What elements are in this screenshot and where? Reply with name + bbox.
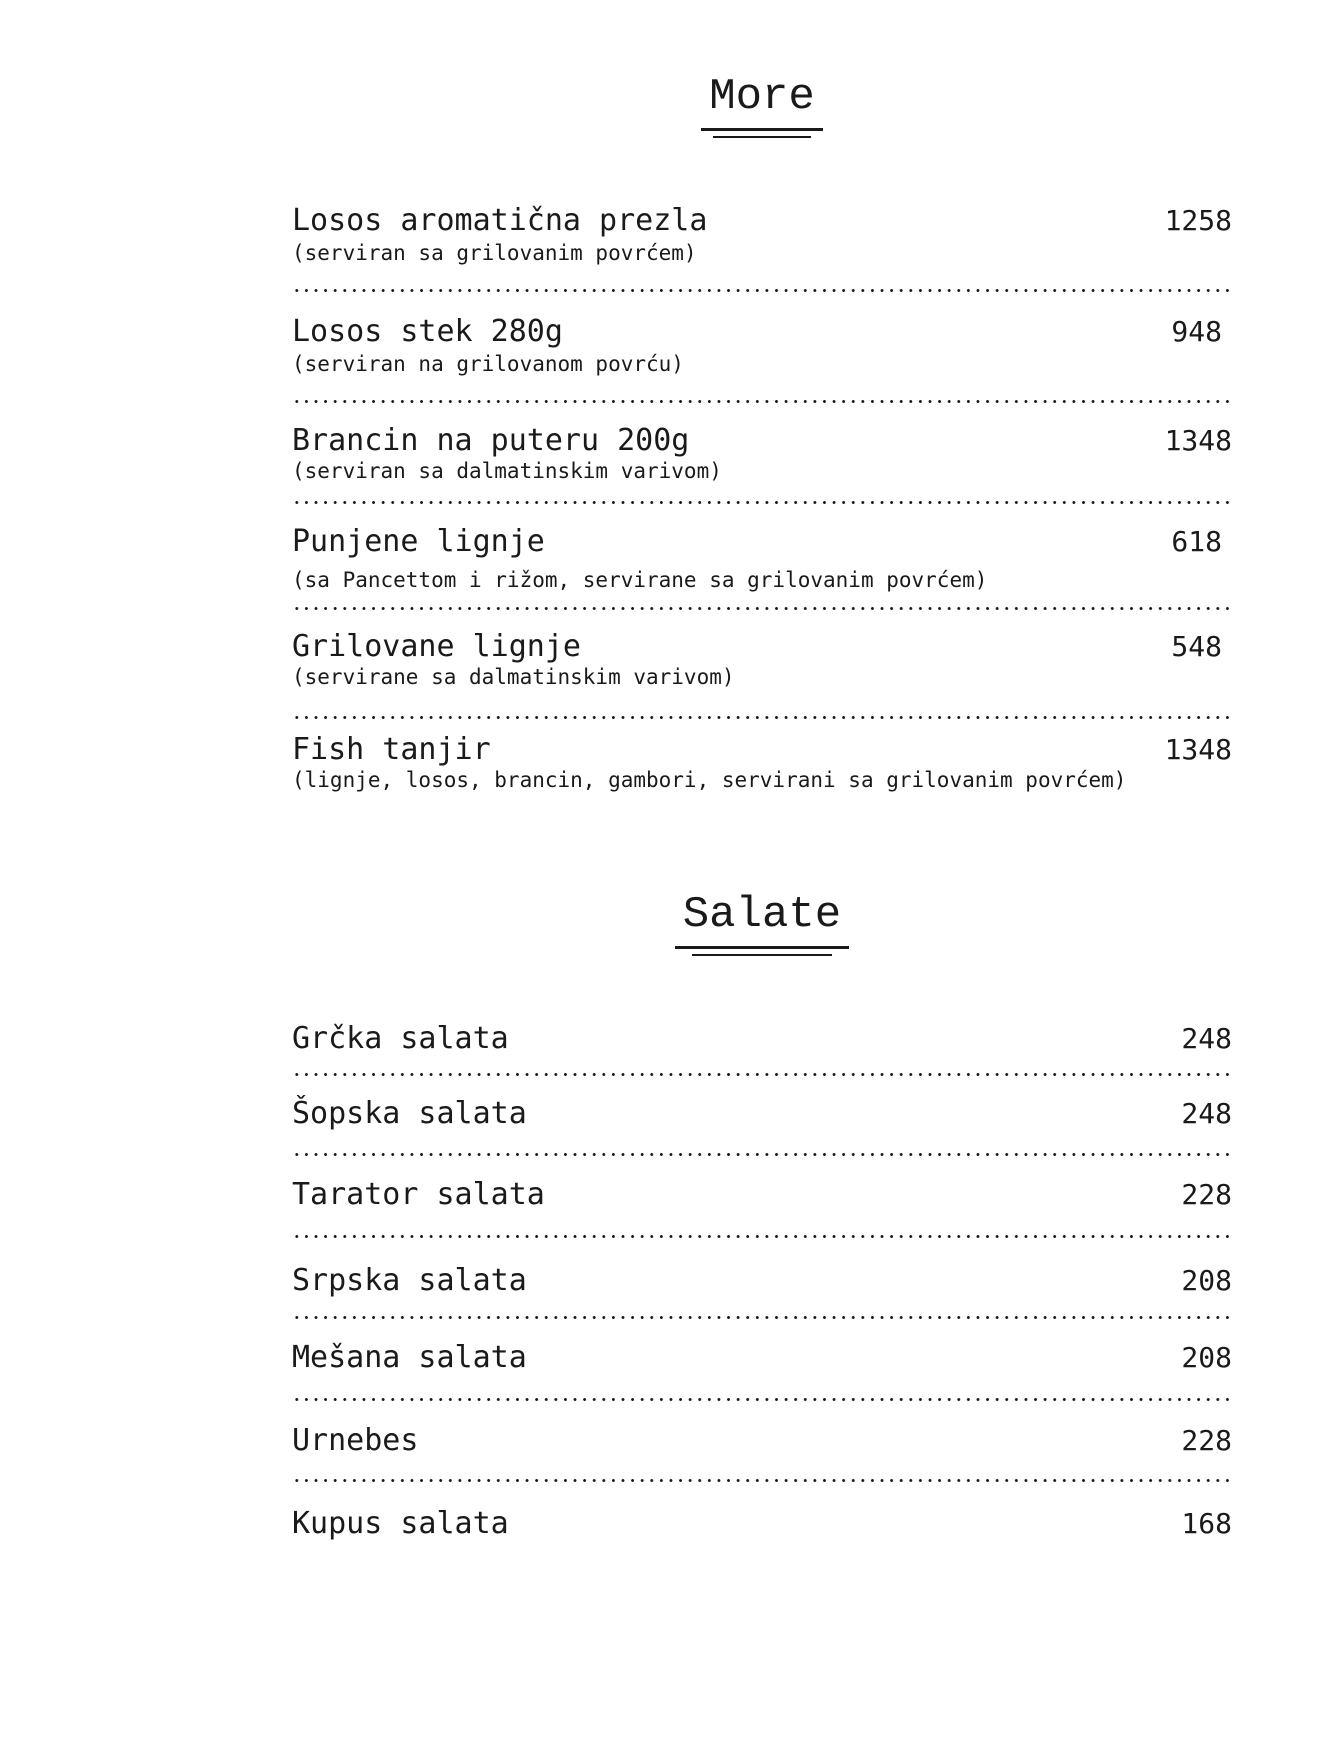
dotted-divider: [292, 1235, 1232, 1238]
item-name: Šopska salata: [292, 1096, 527, 1131]
dotted-divider: [292, 501, 1232, 504]
item-price: 618: [1171, 525, 1222, 558]
item-price: 248: [1181, 1022, 1232, 1055]
item-price: 1258: [1164, 204, 1232, 237]
item-price: 548: [1171, 630, 1222, 663]
item-name: Fish tanjir: [292, 732, 491, 767]
item-name: Losos aromatična prezla: [292, 203, 708, 238]
item-price: 1348: [1164, 733, 1232, 766]
item-price: 208: [1181, 1341, 1232, 1374]
item-name: Tarator salata: [292, 1177, 545, 1212]
dotted-divider: [292, 716, 1232, 719]
dotted-divider: [292, 1153, 1232, 1156]
dotted-divider: [292, 1479, 1232, 1482]
item-description: (serviran na grilovanom povrću): [292, 352, 684, 376]
item-description: (lignje, losos, brancin, gambori, servirani sa grilovanim povrćem): [292, 768, 1127, 792]
item-description: (servirane sa dalmatinskim varivom): [292, 665, 735, 689]
item-name: Losos stek 280g: [292, 314, 563, 349]
dotted-divider: [292, 400, 1232, 403]
item-name: Mešana salata: [292, 1340, 527, 1375]
item-price: 228: [1181, 1424, 1232, 1457]
dotted-divider: [292, 1316, 1232, 1319]
item-description: (serviran sa dalmatinskim varivom): [292, 459, 722, 483]
item-price: 168: [1181, 1507, 1232, 1540]
item-price: 228: [1181, 1178, 1232, 1211]
dotted-divider: [292, 1073, 1232, 1076]
dotted-divider: [292, 1398, 1232, 1401]
item-name: Grilovane lignje: [292, 629, 581, 664]
item-name: Srpska salata: [292, 1263, 527, 1298]
section-title-wrap: [292, 890, 1232, 949]
item-name: Punjene lignje: [292, 524, 545, 559]
dotted-divider: [292, 289, 1232, 292]
item-description: (serviran sa grilovanim povrćem): [292, 241, 697, 265]
item-price: 248: [1181, 1097, 1232, 1130]
item-name: Kupus salata: [292, 1506, 509, 1541]
item-price: 1348: [1164, 424, 1232, 457]
section-title-wrap: [292, 72, 1232, 131]
item-description: (sa Pancettom i rižom, servirane sa grilovanim povrćem): [292, 568, 988, 592]
section-title-more: More: [701, 72, 823, 131]
item-name: Grčka salata: [292, 1021, 509, 1056]
dotted-divider: [292, 607, 1232, 610]
item-name: Urnebes: [292, 1423, 419, 1458]
item-price: 208: [1181, 1264, 1232, 1297]
item-name: Brancin na puteru 200g: [292, 423, 690, 458]
section-title-salate: Salate: [675, 890, 849, 949]
item-price: 948: [1171, 315, 1222, 348]
